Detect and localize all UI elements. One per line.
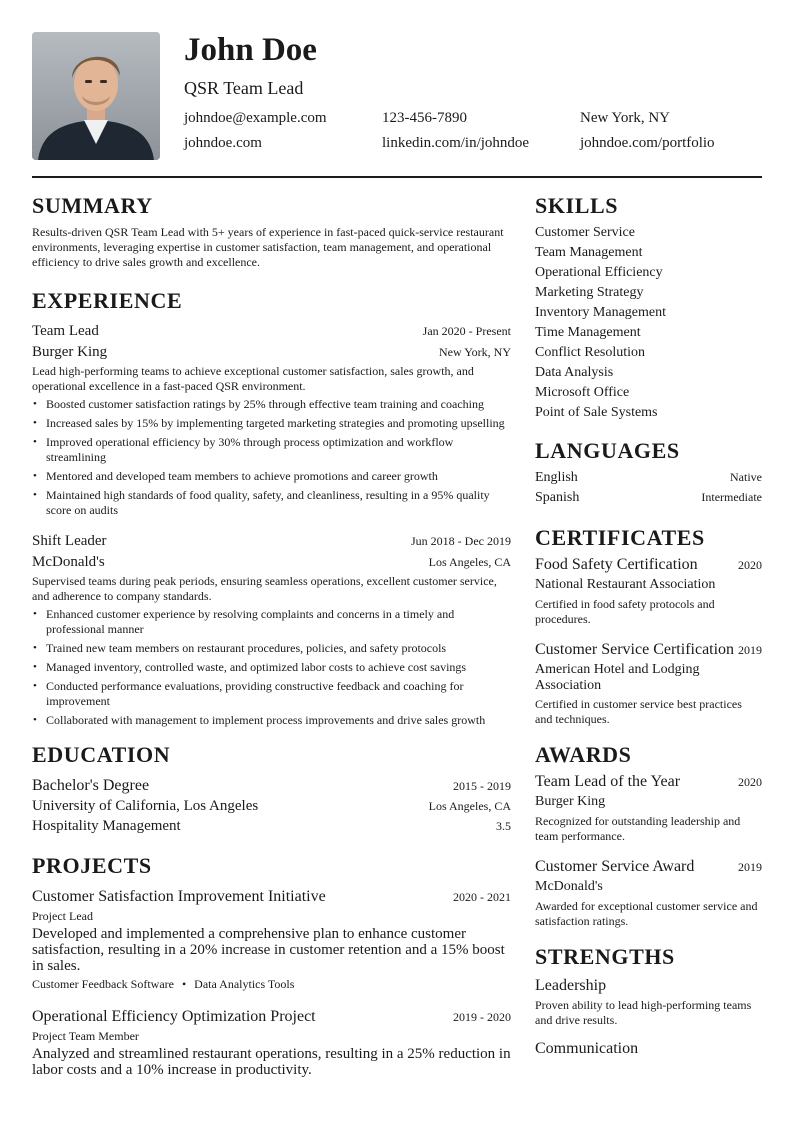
certificate-issuer: National Restaurant Association: [535, 577, 716, 592]
job-company: Burger King: [32, 344, 108, 360]
section-heading: LANGUAGES: [535, 438, 680, 463]
tool-separator: •: [181, 977, 187, 991]
skill-item: Marketing Strategy: [535, 285, 644, 300]
certificate-issuer: American Hotel and Lodging Association: [535, 662, 700, 693]
language-name: Spanish: [535, 490, 580, 505]
job-description: Lead high-performing teams to achieve exceptional customer satisfaction, sales growth, and operational excellence in a fast-paced QSR environment.: [32, 364, 474, 393]
section-heading: AWARDS: [535, 742, 632, 767]
job-bullet: • Boosted customer satisfaction ratings by 25% through effective team training and coaching: [32, 397, 511, 412]
certificate-description: Certified in customer service best practices and techniques.: [535, 697, 742, 726]
award-year: 2020: [738, 775, 762, 789]
summary-text: Results-driven QSR Team Lead with 5+ years of experience in fast-paced quick-service restaurant environments, leveraging expertise in customer satisfaction, team management, and operational efficiency to drive sales growth and excellence.: [32, 225, 504, 269]
job-bullet: • Maintained high standards of food quality, safety, and cleanliness, resulting in a 95% quality score on audits: [32, 488, 511, 518]
project-tool: Data Analytics Tools: [194, 977, 295, 991]
section-heading: EXPERIENCE: [32, 288, 183, 313]
award-name: Customer Service Award: [535, 858, 695, 875]
education-gpa: 3.5: [496, 819, 511, 833]
skills-section: [535, 192, 762, 423]
award-issuer: McDonald's: [535, 879, 603, 894]
sidebar-column: [535, 192, 762, 1059]
award-description: Recognized for outstanding leadership and team performance.: [535, 814, 741, 843]
candidate-title: QSR Team Lead: [184, 78, 304, 98]
award-issuer: Burger King: [535, 794, 606, 809]
contact-location: New York, NY: [580, 110, 671, 126]
certificate-item: [535, 554, 762, 627]
certificate-name: Food Safety Certification: [535, 556, 698, 573]
header-divider: [32, 176, 762, 178]
job-bullet: • Collaborated with management to implement process improvements and drive sales growth: [32, 713, 511, 728]
strengths-section: [535, 943, 762, 1059]
contact-portfolio[interactable]: johndoe.com/portfolio: [580, 135, 715, 151]
certificate-year: 2019: [738, 643, 762, 657]
project-role: Project Lead: [32, 909, 93, 923]
profile-photo: [32, 32, 160, 160]
award-item: [535, 856, 762, 929]
strength-description: Proven ability to lead high-performing teams and drive results.: [535, 998, 752, 1027]
experience-section: [32, 287, 511, 728]
awards-section: [535, 741, 762, 929]
job-bullets: [32, 397, 511, 518]
skills-list: [535, 223, 762, 423]
contact-phone[interactable]: 123-456-7890: [382, 110, 467, 126]
job-bullet: • Mentored and developed team members to achieve promotions and career growth: [32, 469, 511, 484]
section-heading: PROJECTS: [32, 853, 152, 878]
award-name: Team Lead of the Year: [535, 773, 681, 790]
certificate-name: Customer Service Certification: [535, 641, 735, 658]
contact-website[interactable]: johndoe.com: [184, 135, 262, 151]
education-location: Los Angeles, CA: [428, 799, 511, 813]
certificate-description: Certified in food safety protocols and procedures.: [535, 597, 715, 626]
job-role: Team Lead: [32, 323, 99, 339]
contact-email[interactable]: johndoe@example.com: [184, 110, 327, 126]
skill-item: Team Management: [535, 245, 643, 260]
skill-item: Microsoft Office: [535, 385, 630, 400]
project-tool: Customer Feedback Software: [32, 977, 174, 991]
education-school: University of California, Los Angeles: [32, 798, 259, 814]
language-level: Intermediate: [701, 490, 762, 504]
certificate-item: [535, 639, 762, 727]
project-role: Project Team Member: [32, 1029, 139, 1043]
job-location: New York, NY: [438, 345, 511, 359]
award-year: 2019: [738, 860, 762, 874]
project-item: [32, 1006, 511, 1078]
strength-name: Leadership: [535, 977, 607, 994]
contact-linkedin[interactable]: linkedin.com/in/johndoe: [382, 135, 530, 151]
projects-section: [32, 852, 511, 1078]
education-field: Hospitality Management: [32, 818, 181, 834]
main-column: [32, 192, 511, 1078]
education-dates: 2015 - 2019: [453, 779, 511, 793]
skill-item: Point of Sale Systems: [535, 405, 658, 420]
project-tools: [32, 977, 511, 992]
language-name: English: [535, 470, 578, 485]
project-name: Customer Satisfaction Improvement Initiative: [32, 888, 326, 905]
job-dates: Jan 2020 - Present: [422, 324, 511, 338]
skill-item: Data Analysis: [535, 365, 614, 380]
award-description: Awarded for exceptional customer service and satisfaction ratings.: [535, 899, 758, 928]
strength-item: [535, 975, 762, 1028]
profile-photo-image: [32, 32, 160, 160]
job-bullet: • Conducted performance evaluations, providing constructive feedback and coaching for improvement: [32, 679, 511, 709]
education-section: [32, 741, 511, 836]
languages-section: [535, 437, 762, 508]
skill-item: Time Management: [535, 325, 641, 340]
skill-item: Operational Efficiency: [535, 265, 663, 280]
job-bullet: • Enhanced customer experience by resolving complaints and concerns in a timely and professional manner: [32, 607, 511, 637]
experience-item: [32, 531, 511, 728]
project-dates: 2020 - 2021: [453, 890, 511, 904]
summary-section: [32, 192, 511, 270]
certificates-section: [535, 524, 762, 727]
job-company: McDonald's: [32, 554, 105, 570]
education-degree: Bachelor's Degree: [32, 777, 150, 794]
job-description: Supervised teams during peak periods, ensuring seamless operations, excellent customer service, and adherence to company standards.: [32, 574, 497, 603]
section-heading: SKILLS: [535, 193, 619, 218]
project-description: Analyzed and streamlined restaurant operations, resulting in a 25% reduction in labor costs and a 10% increase in productivity.: [32, 1046, 511, 1078]
section-heading: STRENGTHS: [535, 944, 675, 969]
project-dates: 2019 - 2020: [453, 1010, 511, 1024]
job-bullet: • Improved operational efficiency by 30% through process optimization and workflow streamlining: [32, 435, 511, 465]
job-bullets: [32, 607, 511, 728]
strength-item: [535, 1038, 762, 1059]
section-heading: CERTIFICATES: [535, 525, 705, 550]
award-item: [535, 771, 762, 844]
certificate-year: 2020: [738, 558, 762, 572]
job-dates: Jun 2018 - Dec 2019: [411, 534, 511, 548]
skill-item: Conflict Resolution: [535, 345, 646, 360]
language-level: Native: [730, 470, 762, 484]
job-bullet: • Managed inventory, controlled waste, and optimized labor costs to achieve cost savings: [32, 660, 511, 675]
section-heading: SUMMARY: [32, 193, 153, 218]
candidate-name: John Doe: [184, 32, 317, 68]
job-bullet: • Increased sales by 15% by implementing targeted marketing strategies and promoting upselling: [32, 416, 511, 431]
strength-name: Communication: [535, 1040, 639, 1057]
project-description: Developed and implemented a comprehensive plan to enhance customer satisfaction, resulting in a 20% increase in customer retention and a 15% boost in sales.: [32, 926, 505, 974]
project-item: [32, 886, 511, 992]
skill-item: Customer Service: [535, 225, 635, 240]
skill-item: Inventory Management: [535, 305, 667, 320]
job-bullet: • Trained new team members on restaurant procedures, policies, and safety protocols: [32, 641, 511, 656]
job-location: Los Angeles, CA: [428, 555, 511, 569]
section-heading: EDUCATION: [32, 742, 171, 767]
job-role: Shift Leader: [32, 533, 107, 549]
project-name: Operational Efficiency Optimization Project: [32, 1008, 316, 1025]
experience-item: [32, 321, 511, 518]
